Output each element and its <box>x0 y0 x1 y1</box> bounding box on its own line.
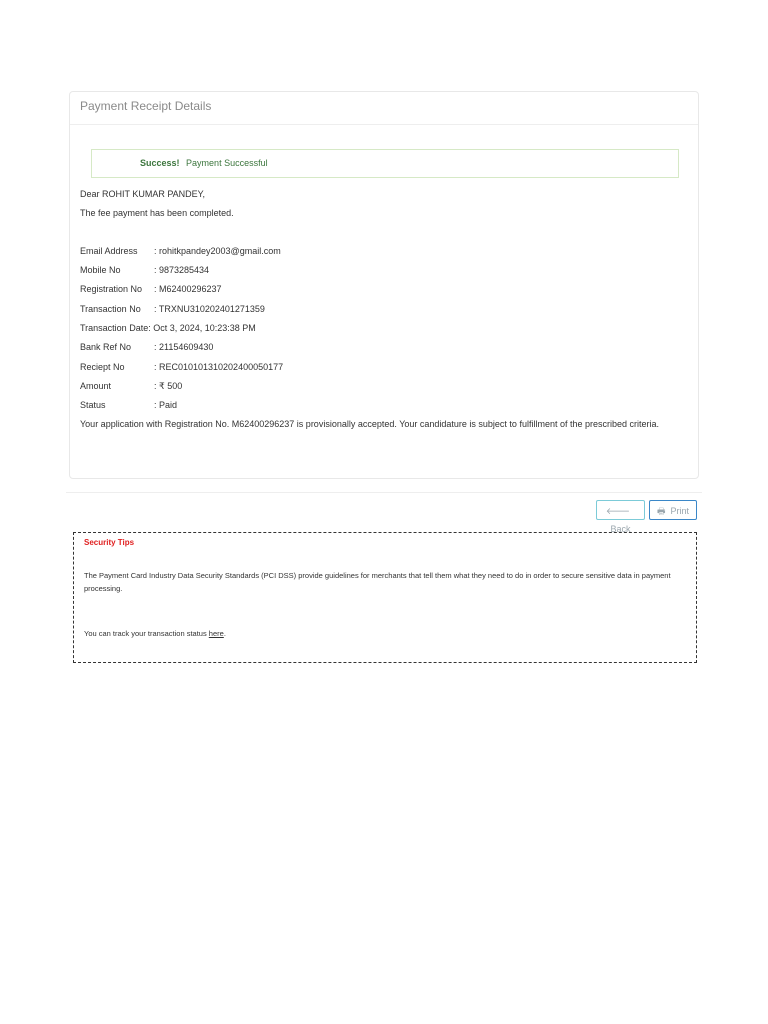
field-value: : M62400296237 <box>154 284 222 294</box>
printer-icon: 🖶 <box>656 506 666 516</box>
track-suffix: . <box>223 629 226 638</box>
field-value: Oct 3, 2024, 10:23:38 PM <box>153 323 256 333</box>
field-label: Transaction Date: <box>80 323 151 333</box>
field-value: : Paid <box>154 400 178 410</box>
success-label: Success! <box>140 158 180 168</box>
back-button[interactable] <box>596 500 645 534</box>
field-value: : 9873285434 <box>154 265 210 275</box>
greeting: Dear ROHIT KUMAR PANDEY, <box>80 189 206 199</box>
field-status <box>80 400 177 410</box>
field-label: Transaction No <box>80 304 141 314</box>
field-email <box>80 246 281 256</box>
field-value: : rohitkpandey2003@gmail.com <box>154 246 281 256</box>
back-button-label: Back <box>610 524 631 534</box>
field-label: Reciept No <box>80 362 125 372</box>
payment-receipt-panel <box>69 91 699 479</box>
provisional-acceptance-note: Your application with Registration No. M62400296237 is provisionally accepted. Your candidature is subject to fulfillment of the prescribed criteria. <box>80 419 659 429</box>
field-amount <box>80 381 182 392</box>
field-label: Email Address <box>80 246 138 256</box>
field-label: Registration No <box>80 284 143 294</box>
success-message: Payment Successful <box>186 158 268 168</box>
success-alert <box>91 149 679 178</box>
field-label: Amount <box>80 381 112 391</box>
field-label: Mobile No <box>80 265 121 275</box>
field-registration <box>80 284 222 294</box>
field-transaction-date <box>80 323 256 333</box>
field-mobile <box>80 265 209 275</box>
divider <box>66 492 702 493</box>
security-tips-text: The Payment Card Industry Data Security Standards (PCI DSS) provide guidelines for merchants that tell them what they need to do in order to secure sensitive data in payment processing. <box>84 571 671 593</box>
security-tips-title: Security Tips <box>84 538 135 547</box>
field-transaction-no <box>80 304 265 314</box>
security-tips-box <box>73 532 697 663</box>
track-status-text <box>84 629 226 638</box>
track-status-link[interactable]: here <box>208 629 224 638</box>
field-receipt-no <box>80 362 283 372</box>
field-value: : REC010101310202400050177 <box>154 362 284 372</box>
field-value: : ₹ 500 <box>154 381 183 391</box>
print-button-label: Print <box>670 506 689 516</box>
arrow-left-icon: 🡐 <box>605 506 631 516</box>
field-label: Status <box>80 400 106 410</box>
field-value: : 21154609430 <box>154 342 214 352</box>
field-label: Bank Ref No <box>80 342 132 352</box>
completion-message: The fee payment has been completed. <box>80 208 234 218</box>
field-value: : TRXNU310202401271359 <box>154 304 265 314</box>
field-bank-ref <box>80 342 213 352</box>
print-button[interactable] <box>649 500 697 520</box>
panel-title: Payment Receipt Details <box>70 92 698 125</box>
track-prefix: You can track your transaction status <box>84 629 209 638</box>
